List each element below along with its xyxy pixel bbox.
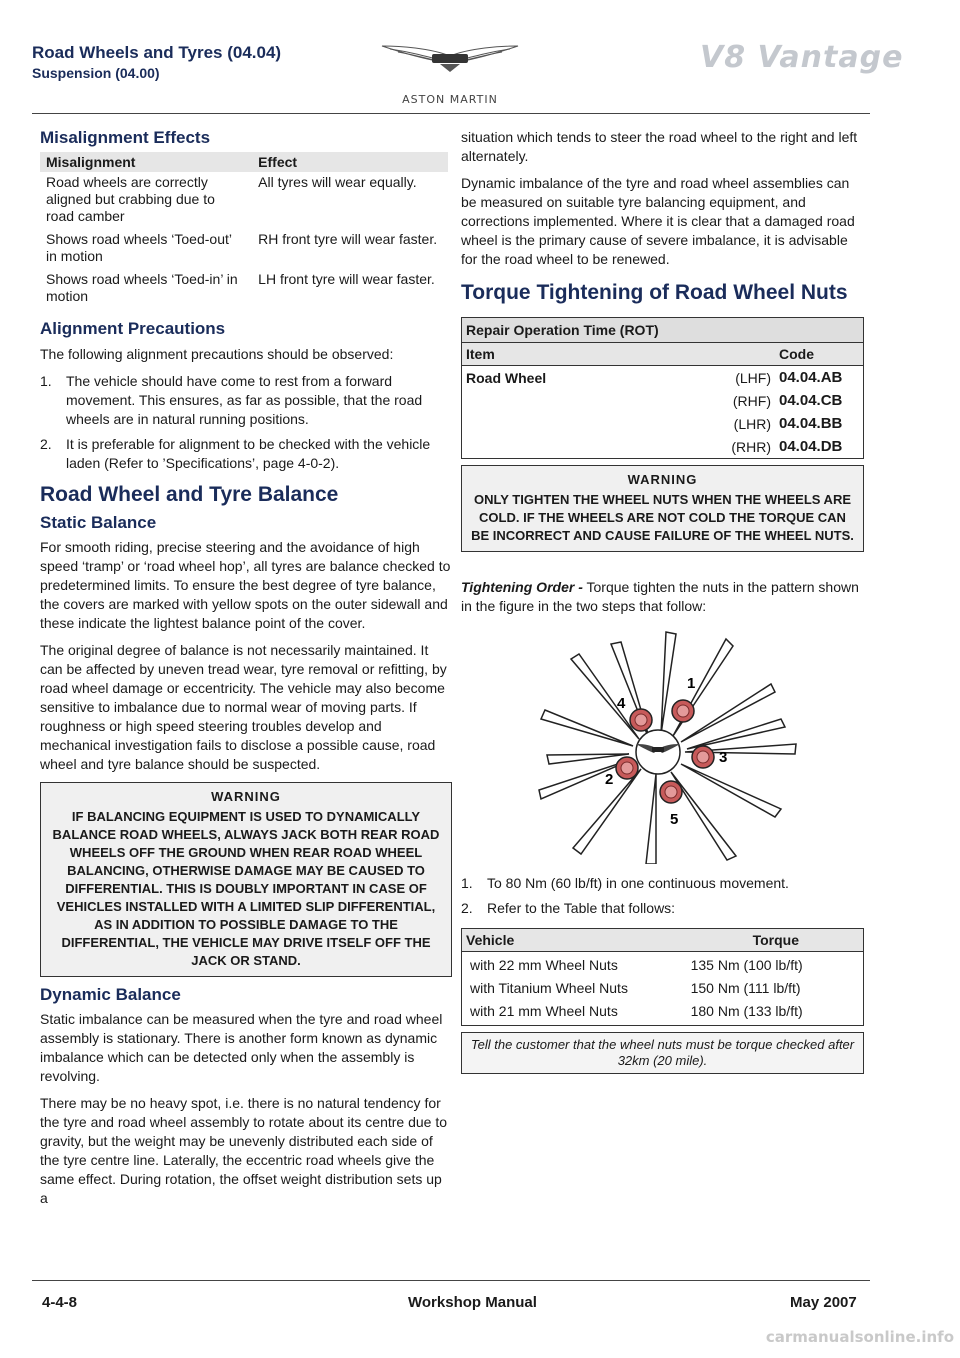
rot-position: (RHR) [731,438,771,455]
dynamic-balance-cont-p2: Dynamic imbalance of the tyre and road wheel assemblies can be measured on suitable tyre balancing equipment, and corrections implemented. Where it is clear that a damaged road wheel is the primary cause of severe imbalance, it is advisable for the road wheel to be renewed. [461,175,855,267]
rot-code: 04.04.CB [779,392,843,409]
precautions-list [40,372,452,473]
col-header-misalignment: Misalignment [40,152,252,172]
misalignment-heading: Misalignment Effects [40,128,211,147]
footer-divider [32,1280,870,1281]
table-row [462,977,864,1000]
torque-cell: 135 Nm (100 lb/ft) [690,957,803,973]
brand-wordmark: ASTON MARTIN [402,93,498,106]
right-column [461,128,866,1074]
static-balance-p1: For smooth riding, precise steering and the avoidance of high speed ‘tramp’ or ‘road wheel hop’, all tyres are balance checked to predetermined limits. To ensure the best degree of tyre balance, the covers are marked with yellow spots on the outer sidewall and these indicate the lightest balance point of the cover. [40,539,451,631]
col-header-effect: Effect [252,152,448,172]
nut-label-4: 4 [617,695,626,712]
torque-cell: 150 Nm (111 lb/ft) [690,980,801,996]
rot-code: 04.04.AB [779,369,843,386]
static-balance-p2: The original degree of balance is not necessarily maintained. It can be affected by uneven tread wear, tyre removal or refitting, by road wheel damage or eccentricity. The vehicle may also become sensitive to imbalance due to normal wear of moving parts. If roughness or high speed steering troubles develop and mechanical investigation fails to disclose a possible cause, road wheel and tyre balance should be suspected. [40,642,447,772]
wheel-nut-5 [660,781,682,803]
list-number: 2. [40,436,52,452]
empty-cell [462,412,666,435]
tightening-order-body: Torque tighten the nuts in the pattern shown in the figure in the two steps that follow: [461,579,859,614]
wheel-nut-warning-box [461,465,864,552]
aston-martin-wings-logo [380,42,520,76]
torque-cell: 180 Nm (133 lb/ft) [690,1003,803,1019]
table-row [462,412,864,435]
list-number: 2. [461,900,473,916]
col-header-item: Item [462,343,666,366]
list-number: 1. [461,875,473,891]
rot-position: (LHF) [735,369,771,386]
rot-code: 04.04.DB [779,438,843,455]
dynamic-balance-p2: There may be no heavy spot, i.e. there is no natural tendency for the tyre and road wheel assembly to rotate about its centre due to gravity, but the weight may be unevenly distributed each side of the tyre centre line. Laterally, the eccentric road wheels give the same effect. During rotation, the offset weight distribution sets up a [40,1095,448,1206]
nut-label-3: 3 [719,749,728,766]
warning-title: WARNING [627,472,698,487]
col-header-code: Code [775,343,864,366]
customer-note-text: Tell the customer that the wheel nuts must be torque checked after 32km (20 mile). [470,1037,855,1068]
list-item [40,435,452,473]
precautions-intro: The following alignment precautions should be observed: [40,346,394,362]
col-header-torque: Torque [683,929,864,952]
torque-table [461,928,864,1026]
page-header [0,0,960,115]
nut-label-1: 1 [687,675,696,692]
list-text: Refer to the Table that follows: [487,900,676,916]
dynamic-balance-heading: Dynamic Balance [40,985,181,1004]
rot-title-row [462,318,864,343]
balance-heading: Road Wheel and Tyre Balance [40,483,339,506]
watermark: carmanualsonline.info [765,1328,954,1346]
misalignment-cell: Road wheels are correctly aligned but crabbing due to road camber [46,174,215,224]
wheel-nut-1 [672,700,694,722]
rot-position: (LHR) [733,415,771,432]
alignment-precautions-heading: Alignment Precautions [40,319,226,338]
list-item [461,899,866,918]
rot-title: Repair Operation Time (ROT) [462,318,864,343]
rot-table [461,317,864,459]
wheel-nut-3 [692,746,714,768]
dynamic-balance-cont-p1: situation which tends to steer the road wheel to the right and left alternately. [461,129,858,164]
left-column [40,128,452,1216]
misalignment-cell: Shows road wheels ‘Toed-out’ in motion [46,231,232,264]
table-row [40,229,448,269]
col-header-spacer [665,343,775,366]
empty-cell [462,389,666,412]
table-row [462,952,864,978]
table-header-row [462,929,864,952]
list-text: The vehicle should have come to rest from a forward movement. This ensures, as far as possible, that the road wheels are in natural running positions. [66,373,423,427]
misalignment-table [40,152,448,309]
misalignment-cell: Shows road wheels ‘Toed-in’ in motion [46,271,238,304]
page-number: 4-4-8 [42,1294,78,1311]
nut-label-5: 5 [670,811,679,828]
vehicle-cell: with 22 mm Wheel Nuts [470,957,618,973]
tightening-steps-list [461,874,866,918]
effect-cell: RH front tyre will wear faster. [258,231,438,247]
effect-cell: All tyres will wear equally. [258,174,417,190]
warning-text: ONLY TIGHTEN THE WHEEL NUTS WHEN THE WHEELS ARE COLD. IF THE WHEELS ARE NOT COLD THE TORQUE CAN BE INCORRECT AND CAUSE FAILURE OF THE WHEEL NUTS. [471,492,854,543]
balancing-warning-box [40,782,452,977]
table-row [40,269,448,309]
header-divider [32,113,870,114]
vehicle-cell: with 21 mm Wheel Nuts [470,1003,618,1019]
torque-heading: Torque Tightening of Road Wheel Nuts [461,281,848,304]
publication-date: May 2007 [790,1294,857,1311]
list-number: 1. [40,373,52,389]
table-row [462,366,864,390]
rot-header-row [462,343,864,366]
rot-position: (RHF) [732,392,771,409]
rot-item: Road Wheel [466,369,547,386]
tightening-order-label: Tightening Order - [461,579,583,595]
table-header-row [40,152,448,172]
table-row [462,1000,864,1026]
section-title: Road Wheels and Tyres (04.04) [32,43,282,62]
dynamic-balance-p1: Static imbalance can be measured when the tyre and road wheel assembly is stationary. There is another form known as dynamic imbalance which can be detected only when the assembly is revolving. [40,1011,443,1084]
wheel-nut-4 [630,709,652,731]
warning-text: IF BALANCING EQUIPMENT IS USED TO DYNAMICALLY BALANCE ROAD WHEELS, ALWAYS JACK BOTH REAR ROAD WHEELS OFF THE GROUND WHEN REAR ROAD WHEEL BALANCING, OTHERWISE DAMAGE MAY BE CAUSED TO DIFFERENTIAL. THIS IS DOUBLY IMPORTANT IN CASE OF VEHICLES INSTALLED WITH A LIMITED SLIP DIFFERENTIAL, AS IN ADDITION TO POSSIBLE DAMAGE TO THE DIFFERENTIAL, THE VEHICLE MAY DRIVE ITSELF OFF THE JACK OR STAND. [52,809,440,968]
table-row [462,435,864,459]
list-item [40,372,452,429]
center-cap [636,730,680,774]
tightening-order-text [461,578,866,616]
warning-title: WARNING [211,789,281,804]
customer-note-box [461,1032,864,1074]
col-header-vehicle: Vehicle [462,929,683,952]
nut-label-2: 2 [605,771,614,788]
table-row [40,172,448,229]
empty-cell [462,435,666,459]
manual-title: Workshop Manual [408,1294,537,1311]
list-item [461,874,866,893]
section-subtitle: Suspension (04.00) [32,65,160,81]
static-balance-heading: Static Balance [40,513,157,532]
list-text: It is preferable for alignment to be checked with the vehicle laden (Refer to ’Specifications’, page 4-0-2). [66,436,431,471]
wheel-nut-2 [616,757,638,779]
rot-code: 04.04.BB [779,415,843,432]
table-row [462,389,864,412]
effect-cell: LH front tyre will wear faster. [258,271,435,287]
list-text: To 80 Nm (60 lb/ft) in one continuous movement. [487,875,789,891]
wheel-nut-pattern-figure [461,624,866,864]
model-logo: V8 Vantage [700,40,904,75]
vehicle-cell: with Titanium Wheel Nuts [470,980,628,996]
